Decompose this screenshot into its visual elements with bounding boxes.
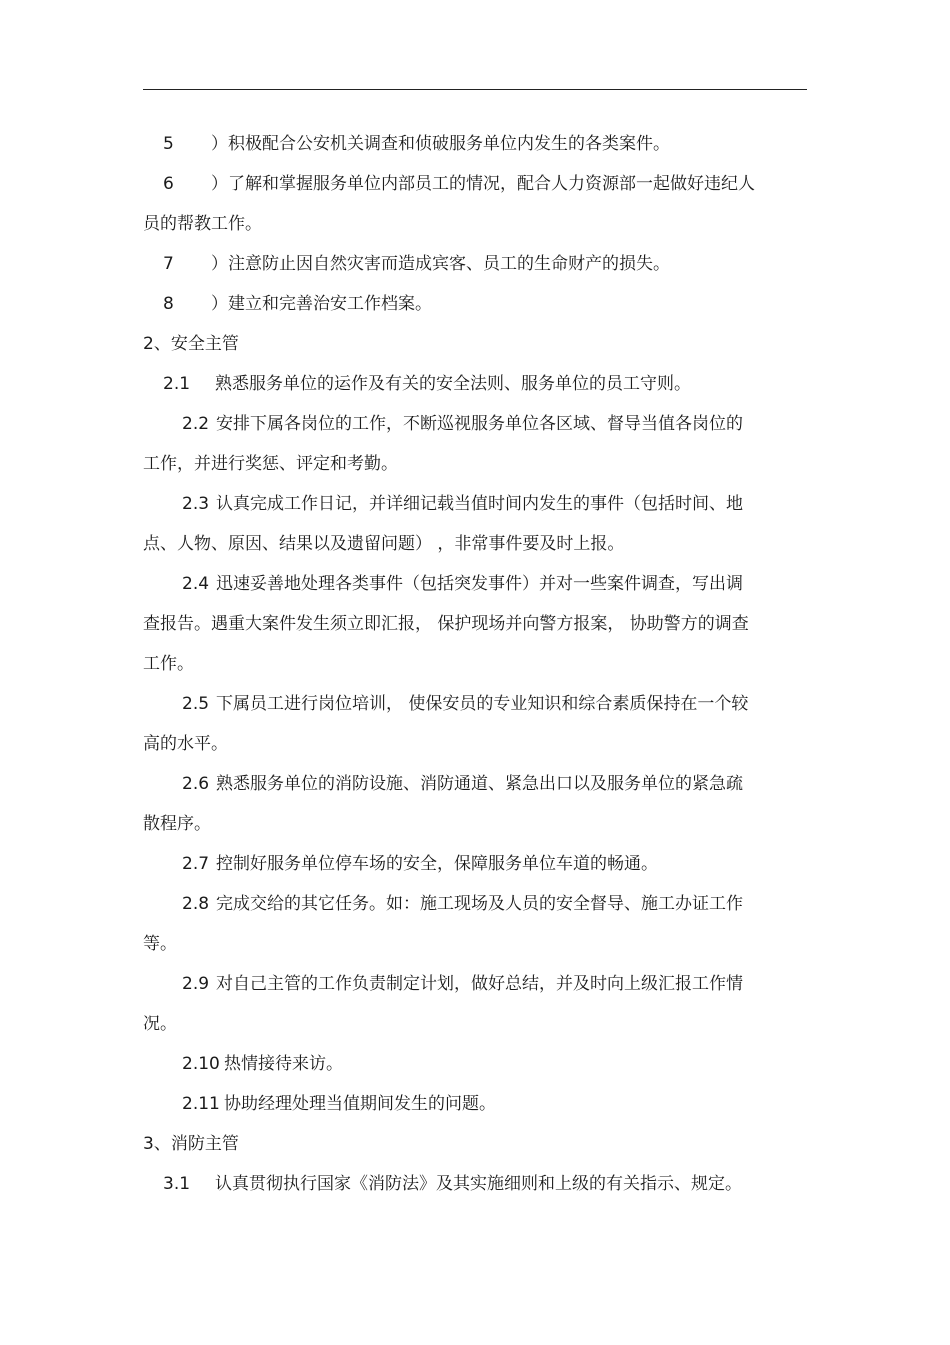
list-item-2-5-continuation: 高的水平。 [143,734,228,754]
list-item-2-3 [143,484,813,524]
list-item-2-1 [143,364,813,404]
list-item-2-4-continuation: 查报告。遇重大案件发生须立即汇报， 保护现场并向警方报案， 协助警方的调查 [143,614,749,634]
item-text: ）了解和掌握服务单位内部员工的情况，配合人力资源部一起做好违纪人 [211,174,755,194]
item-text: 认真完成工作日记，并详细记载当值时间内发生的事件（包括时间、地 [216,494,743,514]
list-item-2-2-continuation: 工作，并进行奖惩、评定和考勤。 [143,454,398,474]
item-text: 下属员工进行岗位培训， 使保安员的专业知识和综合素质保持在一个较 [216,694,749,714]
list-item-2-8-continuation: 等。 [143,934,177,954]
list-item-2-4-continuation-2: 工作。 [143,654,194,674]
item-number: 2.3 [182,494,210,514]
list-item-6-continuation: 员的帮教工作。 [143,214,262,234]
list-item-2-9 [143,964,813,1004]
list-item-2-8 [143,884,813,924]
item-number: 5 [163,134,174,154]
item-number: 7 [163,254,174,274]
item-text: 安排下属各岗位的工作，不断巡视服务单位各区域、督导当值各岗位的 [216,414,743,434]
item-text: 热情接待来访。 [224,1054,343,1074]
item-text: 对自己主管的工作负责制定计划，做好总结，并及时向上级汇报工作情 [216,974,743,994]
item-number: 6 [163,174,174,194]
list-item-6 [143,164,813,204]
list-item-2-9-continuation: 况。 [143,1014,177,1034]
item-number: 2.1 [163,374,191,394]
item-number: 2.8 [182,894,210,914]
item-number: 2.6 [182,774,210,794]
item-text: 迅速妥善地处理各类事件（包括突发事件）并对一些案件调查，写出调 [216,574,743,594]
list-item-2-7 [143,844,813,884]
document-body [143,124,813,1204]
list-item-2-6-continuation: 散程序。 [143,814,211,834]
item-text: 认真贯彻执行国家《消防法》及其实施细则和上级的有关指示、规定。 [215,1174,742,1194]
item-text: ）注意防止因自然灾害而造成宾客、员工的生命财产的损失。 [211,254,670,274]
item-text: 协助经理处理当值期间发生的问题。 [224,1094,496,1114]
list-item-2-10 [143,1044,813,1084]
list-item-2-3-continuation: 点、人物、原因、结果以及遗留问题） ，非常事件要及时上报。 [143,534,625,554]
item-text: 控制好服务单位停车场的安全，保障服务单位车道的畅通。 [216,854,658,874]
list-item-2-2 [143,404,813,444]
item-number: 2.10 [182,1054,220,1074]
item-number: 3.1 [163,1174,191,1194]
list-item-8 [143,284,813,324]
list-item-2-4 [143,564,813,604]
item-text: 熟悉服务单位的消防设施、消防通道、紧急出口以及服务单位的紧急疏 [216,774,743,794]
item-number: 2.11 [182,1094,220,1114]
list-item-7 [143,244,813,284]
list-item-2-6 [143,764,813,804]
list-item-2-5 [143,684,813,724]
item-text: 熟悉服务单位的运作及有关的安全法则、服务单位的员工守则。 [215,374,691,394]
item-text: 完成交给的其它任务。如：施工现场及人员的安全督导、施工办证工作 [216,894,743,914]
item-number: 2.9 [182,974,210,994]
item-text: ）建立和完善治安工作档案。 [211,294,432,314]
list-item-3-1 [143,1164,813,1204]
item-number: 2.7 [182,854,210,874]
section-heading-3: 3、消防主管 [143,1134,239,1154]
item-number: 2.2 [182,414,210,434]
list-item-2-11 [143,1084,813,1124]
header-rule [143,89,807,90]
item-number: 2.5 [182,694,210,714]
list-item-5 [143,124,813,164]
item-number: 8 [163,294,174,314]
item-text: ）积极配合公安机关调查和侦破服务单位内发生的各类案件。 [211,134,670,154]
section-heading-2: 2、安全主管 [143,334,239,354]
item-number: 2.4 [182,574,210,594]
